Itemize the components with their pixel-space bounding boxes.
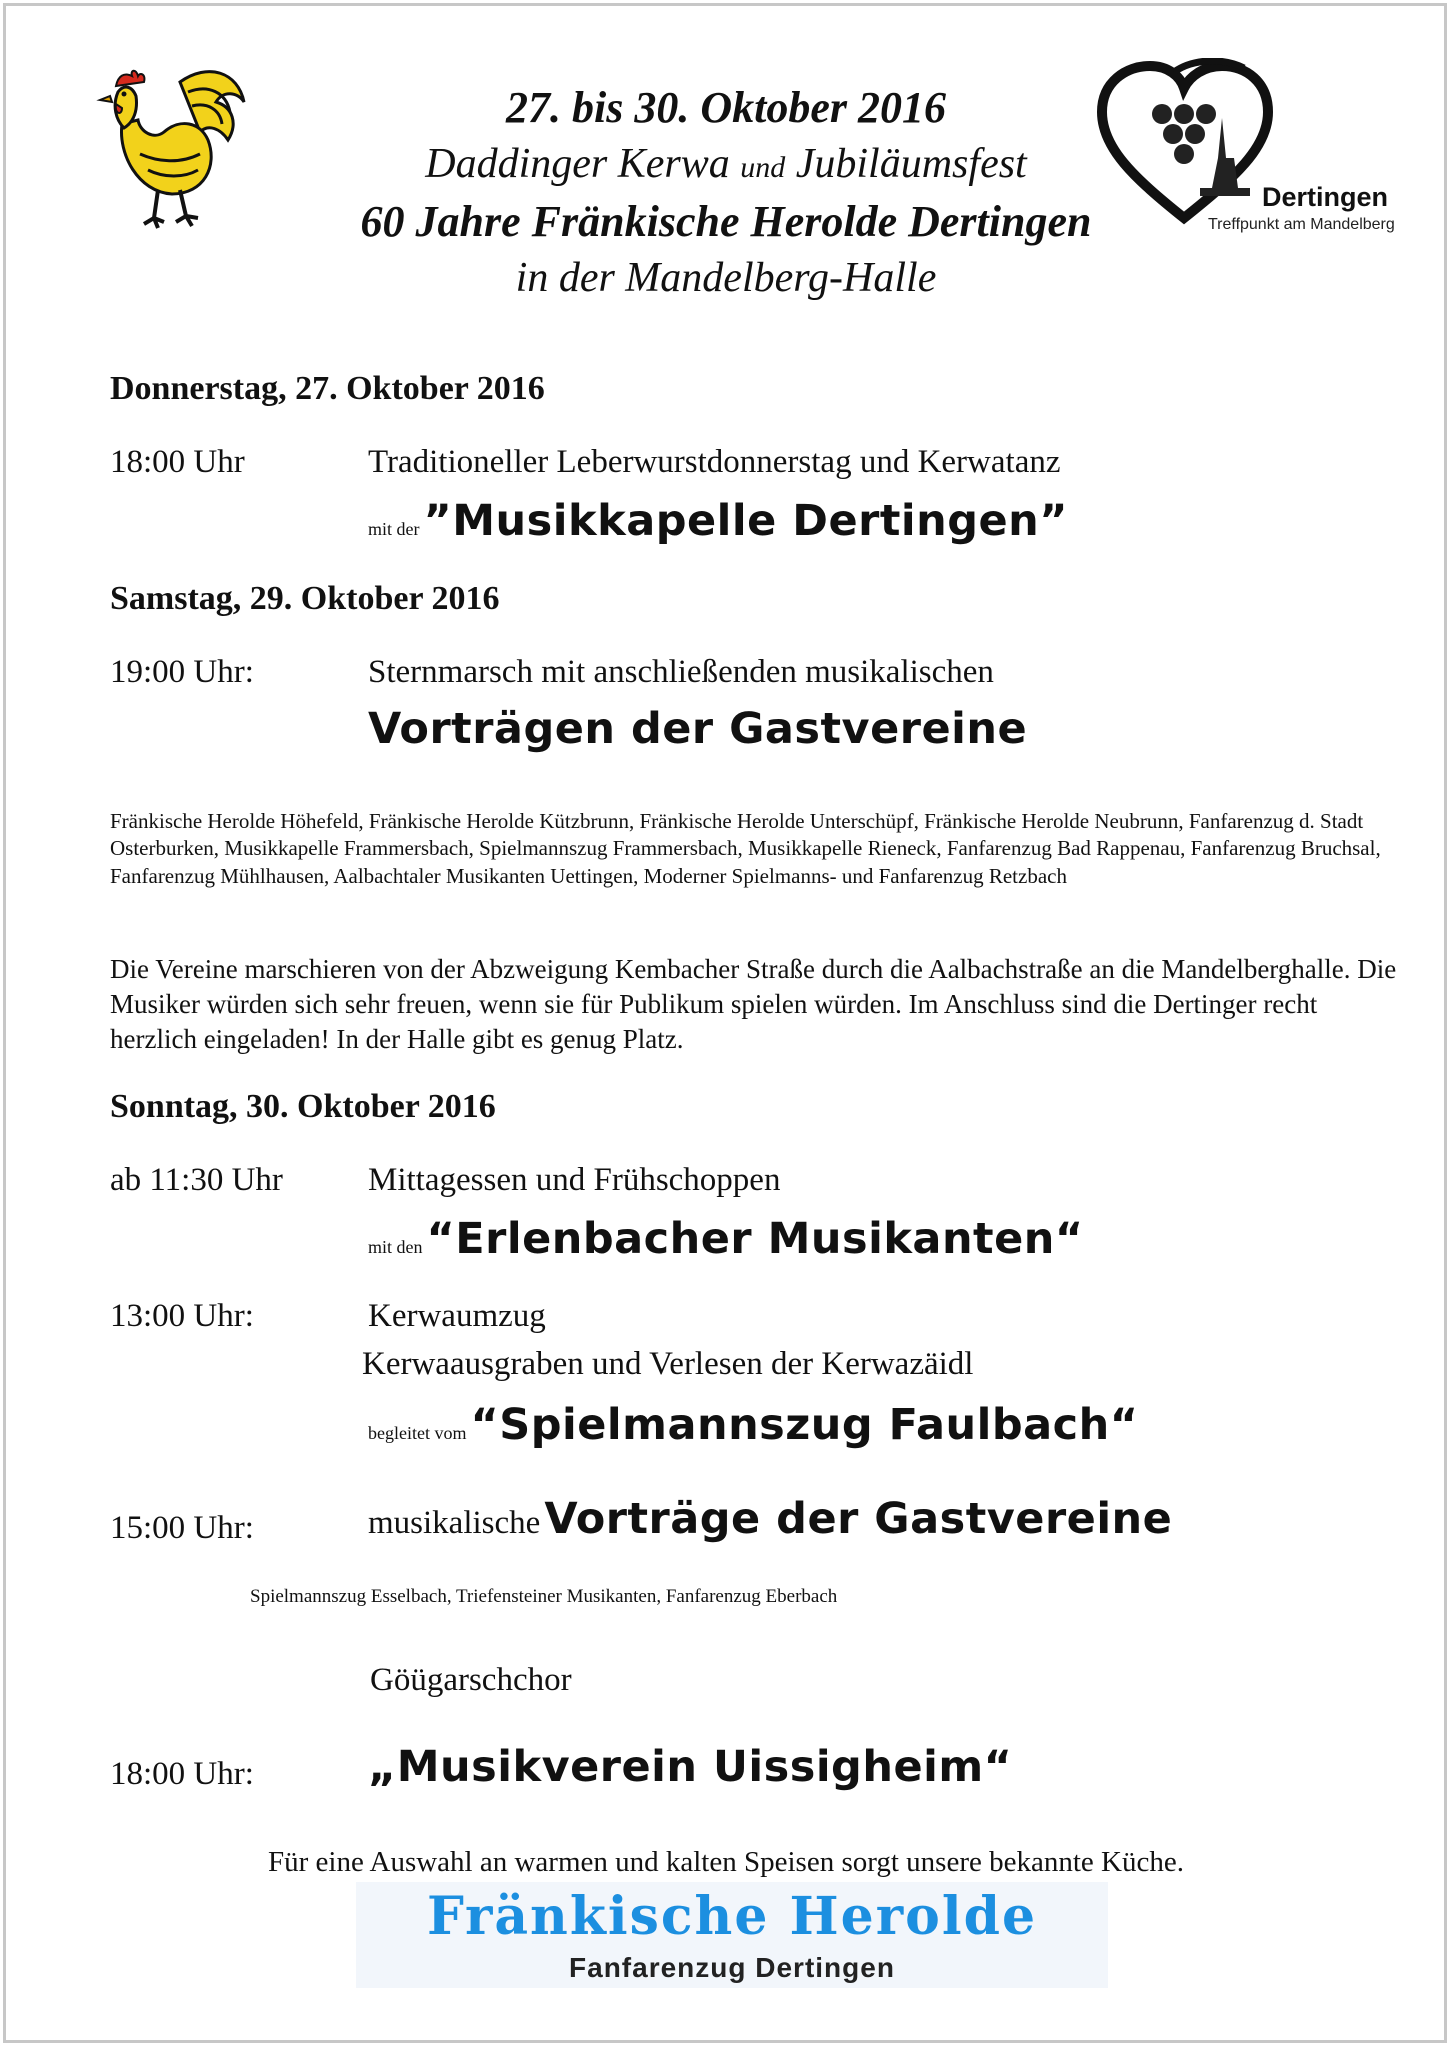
sunday-choir: Göügarschchor: [370, 1662, 572, 1698]
saturday-clubs: Fränkische Herolde Höhefeld, Fränkische Herolde Kützbrunn, Fränkische Herolde Unterschüpf, Fränkische Herolde Neubrunn, Fanfarenzug d. Stadt Osterburken, Musikkapelle Frammersbach, Spielmannszug Frammersbach, Musikkapelle Rieneck, Fanfarenzug Bad Rappenau, Fanfarenzug Bruchsal, Fanfarenzug Mühlhausen, Aalbachtaler Musikanten Uettingen, Moderner Spielmanns- und Fanfarenzug Retzbach: [110, 809, 1381, 888]
sunday-band-line-2: [368, 1400, 1139, 1450]
saturday-time: 19:00 Uhr:: [110, 654, 254, 690]
thursday-band-line: [368, 496, 1068, 546]
sunday-band-1: “Erlenbacher Musikanten“: [426, 1214, 1084, 1264]
sunday-event-3-highlight: Vorträge der Gastvereine: [544, 1494, 1173, 1544]
sunday-clubs: Spielmannszug Esselbach, Triefensteiner Musikanten, Fanfarenzug Eberbach: [250, 1586, 838, 1607]
sunday-band-2: “Spielmannszug Faulbach“: [470, 1400, 1139, 1450]
sunday-band-4: „Musikverein Uissigheim“: [368, 1742, 1013, 1792]
sunday-heading: Sonntag, 30. Oktober 2016: [110, 1088, 496, 1125]
herolde-logo: [356, 1882, 1108, 1988]
thursday-event: Traditioneller Leberwurstdonnerstag und Kerwatanz: [368, 444, 1061, 480]
dertingen-logo-tagline: Treffpunkt am Mandelberg: [1208, 216, 1395, 233]
event-venue: in der Mandelberg-Halle: [515, 255, 937, 301]
thursday-band-prefix: mit der: [368, 519, 420, 539]
sunday-time-4: 18:00 Uhr:: [110, 1756, 254, 1792]
sunday-time-2: 13:00 Uhr:: [110, 1298, 254, 1334]
saturday-heading: Samstag, 29. Oktober 2016: [110, 580, 500, 617]
dertingen-logo-name: Dertingen: [1262, 182, 1389, 212]
anniversary-title: 60 Jahre Fränkische Herolde Dertingen: [360, 197, 1092, 246]
saturday-highlight: Vorträgen der Gastvereine: [368, 704, 1028, 754]
thursday-time: 18:00 Uhr: [110, 444, 245, 480]
event-dates: 27. bis 30. Oktober 2016: [506, 83, 946, 132]
sunday-band-line-1: [368, 1214, 1084, 1264]
sunday-event-2b: Kerwaausgraben und Verlesen der Kerwazäidl: [362, 1346, 974, 1382]
sunday-event-1: Mittagessen und Frühschoppen: [368, 1162, 781, 1198]
sunday-time-1: ab 11:30 Uhr: [110, 1162, 283, 1198]
herolde-logo-title: Fränkische Herolde: [426, 1886, 1038, 1947]
thursday-heading: Donnerstag, 27. Oktober 2016: [110, 370, 545, 407]
event-title: Daddinger Kerwa und Jubiläumsfest: [425, 141, 1027, 187]
thursday-band: ”Musikkapelle Dertingen”: [423, 496, 1069, 546]
sunday-event-3-prefix: musikalische: [368, 1505, 541, 1541]
sunday-band-prefix-2: begleitet vom: [368, 1423, 467, 1443]
sunday-band-prefix-1: mit den: [368, 1237, 423, 1257]
sunday-event-3-line: [368, 1494, 1172, 1544]
sunday-event-2a: Kerwaumzug: [368, 1298, 546, 1334]
food-note: Für eine Auswahl an warmen und kalten Speisen sorgt unsere bekannte Küche.: [268, 1846, 1184, 1878]
saturday-info: Die Vereine marschieren von der Abzweigung Kembacher Straße durch die Aalbachstraße an die Mandelberghalle. Die Musiker würden sich sehr freuen, wenn sie für Publikum spielen würden. Im Anschluss sind die Dertinger recht herzlich eingeladen! In der Halle gibt es genug Platz.: [110, 954, 1397, 1055]
saturday-event: Sternmarsch mit anschließenden musikalischen: [368, 654, 994, 690]
herolde-logo-subtitle: Fanfarenzug Dertingen: [569, 1952, 895, 1983]
sunday-time-3: 15:00 Uhr:: [110, 1510, 254, 1546]
